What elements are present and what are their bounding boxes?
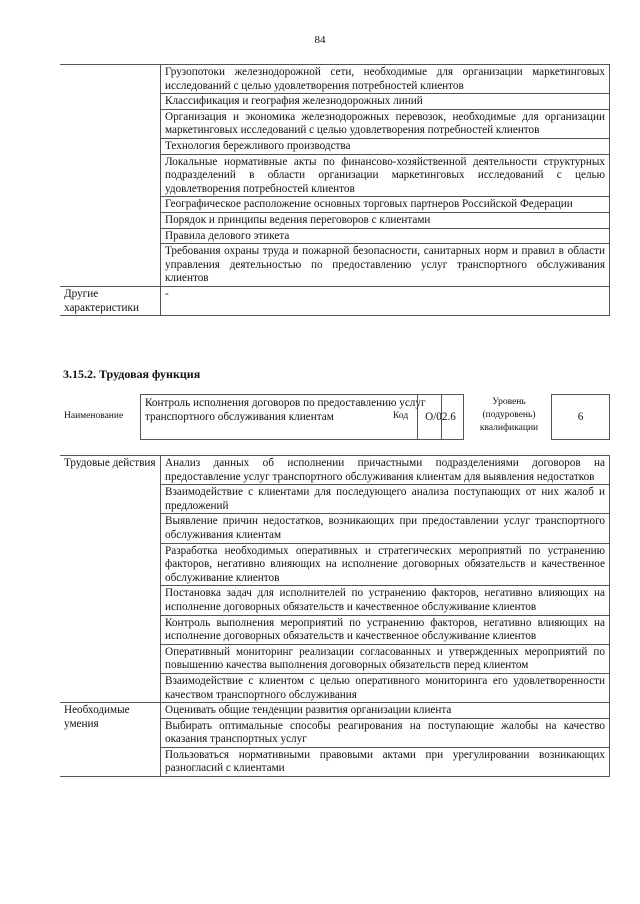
row-text: Пользоваться нормативными правовыми актами при урегулировании возникающих разногласий с клиентами xyxy=(161,747,610,776)
page-number: 84 xyxy=(314,34,326,46)
level-label xyxy=(467,396,551,435)
row-label xyxy=(60,65,161,287)
row-text: Оценивать общие тенденции развития организации клиента xyxy=(161,703,610,719)
row-text: Взаимодействие с клиентами для последующего анализа поступающих от них жалоб и предложений xyxy=(161,485,610,514)
row-text: Классификация и география железнодорожных линий xyxy=(161,94,610,110)
row-text: Порядок и принципы ведения переговоров с клиентами xyxy=(161,212,610,228)
row-label: Необходимые умения xyxy=(60,703,161,777)
row-text: Оперативный мониторинг реализации согласованных и утвержденных мероприятий по повышению качества выполнения договорных обязательств перед клиентом xyxy=(161,644,610,673)
row-text: Постановка задач для исполнителей по устранению факторов, негативно влияющих на исполнение договорных обязательств и качественное обслуживание клиентов xyxy=(161,586,610,615)
function-header xyxy=(60,394,610,440)
table-row xyxy=(60,703,610,719)
row-text: Требования охраны труда и пожарной безопасности, санитарных норм и правил в области управления деятельностью по предоставлению услуг транспортного обслуживания клиентов xyxy=(161,244,610,287)
table-row xyxy=(60,65,610,94)
row-text: Разработка необходимых оперативных и стратегических мероприятий по устранению факторов, негативно влияющих на исполнение договорных обязательств и качественное обслуживание клиентов xyxy=(161,543,610,586)
labor-function-table xyxy=(60,455,610,777)
table-row xyxy=(60,456,610,485)
row-text: Технология бережливого производства xyxy=(161,138,610,154)
level-label-line2: (подуровень) xyxy=(482,410,536,420)
row-text: Выбирать оптимальные способы реагирования на поступающие жалобы на качество оказания транспортных услуг xyxy=(161,718,610,747)
row-text: Правила делового этикета xyxy=(161,228,610,244)
row-text: Грузопотоки железнодорожной сети, необходимые для организации маркетинговых исследований с целью удовлетворения потребностей клиентов xyxy=(161,65,610,94)
row-text: Выявление причин недостатков, возникающих при предоставлении услуг транспортного обслуживания клиентам xyxy=(161,514,610,543)
table-row xyxy=(60,286,610,315)
row-text: Локальные нормативные акты по финансово-хозяйственной деятельности структурных подразделений в области организации маркетинговых исследований с целью удовлетворения потребностей клиентов xyxy=(161,154,610,197)
name-label: Наименование xyxy=(64,411,124,421)
section-title: 3.15.2. Трудовая функция xyxy=(63,367,201,381)
level-label-line1: Уровень xyxy=(492,397,526,407)
code-label: Код xyxy=(393,411,409,421)
row-label: Трудовые действия xyxy=(60,456,161,703)
row-text: Анализ данных об исполнении причастными подразделениями договоров на предоставление услуг транспортного обслуживания клиентам для выявления недостатков xyxy=(161,456,610,485)
row-text: Взаимодействие с клиентом с целью оперативного мониторинга его удовлетворенности качеством транспортного обслуживания xyxy=(161,673,610,702)
row-text: Организация и экономика железнодорожных перевозок, необходимые для организации маркетинговых исследований с целью удовлетворения потребностей клиентов xyxy=(161,109,610,138)
code-value: O/02.6 xyxy=(417,394,464,440)
name-value: Контроль исполнения договоров по предоставлению услуг транспортного обслуживания клиентам xyxy=(140,394,442,440)
level-label-line3: квалификации xyxy=(479,423,539,433)
level-value: 6 xyxy=(551,394,610,440)
row-text: Контроль выполнения мероприятий по устранению факторов, негативно влияющих на исполнение договорных обязательств и качественное обслуживание клиентов xyxy=(161,615,610,644)
row-text: Географическое расположение основных торговых партнеров Российской Федерации xyxy=(161,197,610,213)
knowledge-table xyxy=(60,64,610,316)
knowledge-table-body xyxy=(60,65,610,316)
row-label: Другие характеристики xyxy=(60,286,161,315)
labor-function-table-body xyxy=(60,456,610,777)
row-text: - xyxy=(161,286,610,315)
